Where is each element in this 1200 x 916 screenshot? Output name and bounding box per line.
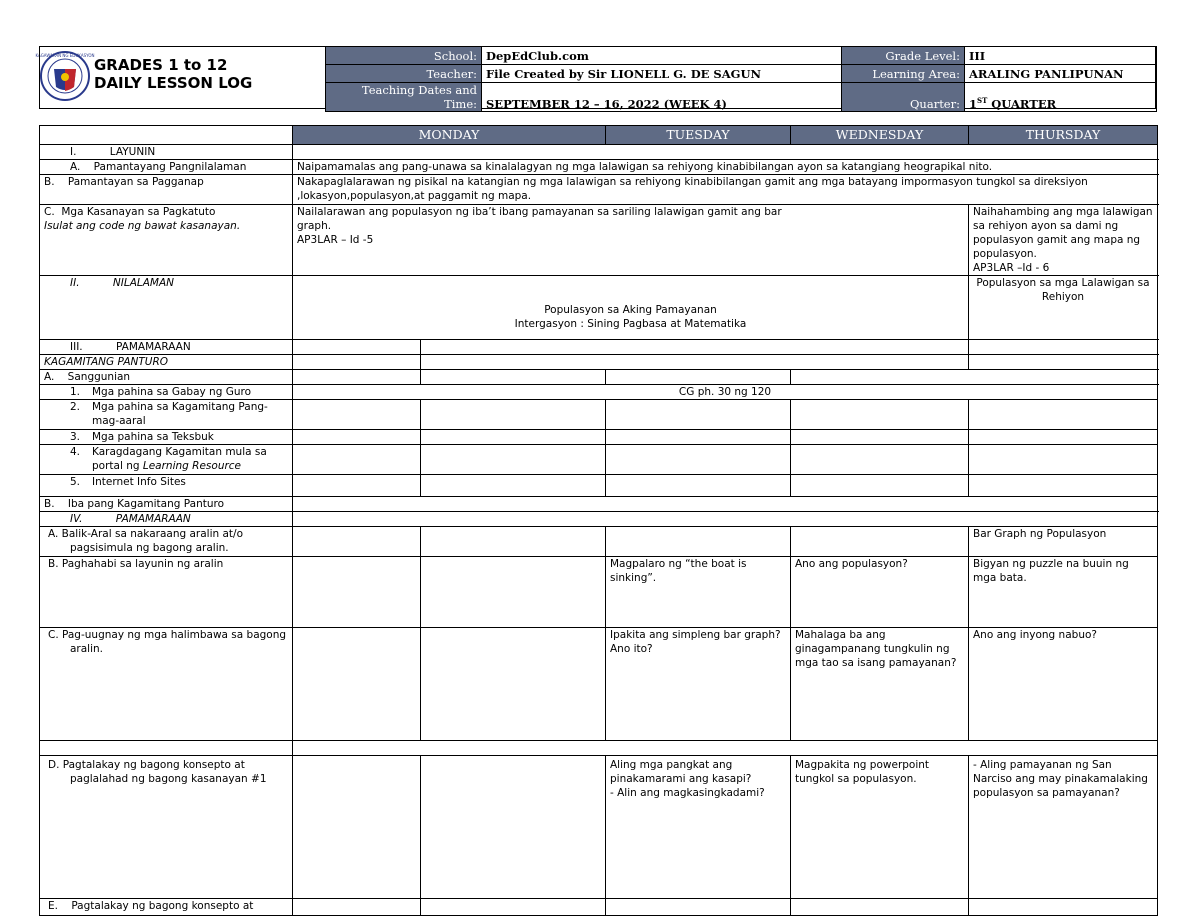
empty-cell [969,400,1158,430]
empty-cell [606,527,791,557]
pagtalakay-1-tuesday-line1: Aling mga pangkat ang pinakamarami ang kasapi? [610,759,752,785]
table-row [40,340,1158,355]
empty-cell [421,557,606,628]
item-number: 2. [70,401,81,413]
pagtalakay-1-tuesday [606,756,791,899]
balik-aral-label: A. Balik-Aral sa nakaraang aralin at/o pagsisimula ng bagong aralin. [40,527,293,557]
empty-cell [293,497,1158,512]
quarter-label: Quarter: [842,83,965,112]
table-row [40,430,1158,445]
empty-cell [791,527,969,557]
empty-cell [421,756,606,899]
table-row [40,445,1158,475]
quarter-text: QUARTER [987,97,1057,111]
empty-cell [606,475,791,497]
pag-uugnay-label: C. Pag-uugnay ng mga halimbawa sa bagong aralin. [40,628,293,741]
kasanayan-label: C. Mga Kasanayan sa Pagkatuto [44,206,216,218]
pag-uugnay-wednesday: Mahalaga ba ang ginagampanang tungkulin ng mga tao sa isang pamayanan? [791,628,969,741]
empty-cell [293,145,1158,160]
quarter-suffix: ST [977,96,988,106]
pagtalakay-1-thursday: - Aling pamayanan ng San Narciso ang may pinakamalaking populasyon sa pamayanan? [969,756,1158,899]
lesson-log-table [39,125,1158,916]
empty-cell [293,527,421,557]
kasanayan-left [293,205,969,276]
empty-cell [40,741,293,756]
learning-area-value: ARALING PANLIPUNAN [965,65,1157,83]
paghahabi-thursday: Bigyan ng puzzle na buuin ng mga bata. [969,557,1158,628]
blank-header-cell [40,126,293,145]
section-pamamaraan-iv: IV. PAMAMARAAN [40,512,293,527]
table-row [40,385,1158,400]
table-row [40,497,1158,512]
pagganap-line2: ,lokasyon,populasyon,at paggamit ng mapa. [297,190,532,202]
table-row [40,557,1158,628]
section-layunin: I. LAYUNIN [40,145,293,160]
empty-cell [791,899,969,916]
empty-cell [293,400,421,430]
item-number: 5. [70,476,81,488]
internet-info-label [40,475,293,497]
empty-cell [293,557,421,628]
day-monday: MONDAY [293,126,606,145]
pagtalakay-1-wednesday: Magpakita ng powerpoint tungkol sa populasyon. [791,756,969,899]
teaching-dates-label [326,83,482,112]
empty-cell [969,430,1158,445]
sanggunian-label: A. Sanggunian [40,370,293,385]
empty-cell [293,370,421,385]
teacher-value: File Created by Sir LIONELL G. DE SAGUN [482,65,842,83]
paghahabi-label: B. Paghahabi sa layunin ng aralin [40,557,293,628]
teaching-dates-value: SEPTEMBER 12 – 16, 2022 (WEEK 4) [482,83,842,112]
table-row [40,628,1158,741]
gabay-guro-label [40,385,293,400]
header-info-table [325,46,1157,112]
table-row [40,527,1158,557]
table-row [40,741,1158,756]
empty-cell [293,355,421,370]
table-row [40,276,1158,340]
paghahabi-wednesday: Ano ang populasyon? [791,557,969,628]
grade-level-value: III [965,47,1157,65]
item-number: 3. [70,431,81,443]
kasanayan-left-line1: Nailalarawan ang populasyon ng iba’t ibang pamayanan sa sariling lalawigan gamit ang bar [297,206,782,218]
empty-cell [421,475,606,497]
empty-cell [421,527,606,557]
nilalaman-right: Populasyon sa mga Lalawigan sa Rehiyon [969,276,1158,340]
table-row [40,899,1158,916]
empty-cell [421,899,606,916]
teaching-dates-label-line1: Teaching Dates and [361,83,477,97]
item-label: Internet Info Sites [92,476,186,488]
grade-level-label: Grade Level: [842,47,965,65]
section-nilalaman: II. NILALAMAN [40,276,293,340]
quarter-number: 1 [969,97,978,111]
empty-cell [791,475,969,497]
empty-cell [293,512,1158,527]
empty-cell [606,370,791,385]
quarter-value [965,83,1157,112]
empty-cell [293,445,421,475]
item-number: 4. [70,446,81,458]
teacher-label: Teacher: [326,65,482,83]
empty-cell [293,741,1158,756]
empty-cell [606,430,791,445]
karagdagang-kagamitan-label [40,445,293,475]
empty-cell [969,340,1158,355]
empty-cell [791,430,969,445]
item-label: Mga pahina sa Gabay ng Guro [92,386,252,398]
pamantayang-pangnilalaman-text: Naipamamalas ang pang-unawa sa kinalalagyan ng mga lalawigan sa rehiyong kinabibilangan ayon sa katangiang heograpikal nito. [293,160,1158,175]
empty-cell [293,430,421,445]
kagamitang-panturo: KAGAMITANG PANTURO [40,355,293,370]
gabay-guro-value: CG ph. 30 ng 120 [293,385,1158,400]
empty-cell [293,475,421,497]
empty-cell [293,628,421,741]
empty-cell [606,899,791,916]
empty-cell [421,628,606,741]
nilalaman-left-line2: Intergasyon : Sining Pagbasa at Matematika [514,317,747,330]
empty-cell [791,400,969,430]
pamantayan-pagganap-label: B. Pamantayan sa Pagganap [40,175,293,205]
pagganap-line1: Nakapaglalarawan ng pisikal na katangian ng mga lalawigan sa rehiyong kinabibilangan gamit ang mga batayang impormasyon tungkol sa direksiyon [297,176,1088,188]
paghahabi-tuesday: Magpalaro ng “the boat is sinking”. [606,557,791,628]
nilalaman-left [293,276,969,340]
pagtalakay-1-label: D. Pagtalakay ng bagong konsepto at paglalahad ng bagong kasanayan #1 [40,756,293,899]
table-row [40,175,1158,205]
pag-uugnay-thursday: Ano ang inyong nabuo? [969,628,1158,741]
table-row [40,370,1158,385]
item-label: Mga pahina sa Kagamitang Pang-mag-aaral [92,401,268,427]
empty-cell [421,400,606,430]
empty-cell [421,355,969,370]
day-wednesday: WEDNESDAY [791,126,969,145]
kasanayan-right-code: AP3LAR –Id - 6 [973,262,1050,274]
kasanayan-label-cell [40,205,293,276]
balik-aral-thursday: Bar Graph ng Populasyon [969,527,1158,557]
table-row [40,400,1158,430]
teaching-dates-label-line2: Time: [444,97,477,111]
empty-cell [969,475,1158,497]
nilalaman-left-line1: Populasyon sa Aking Pamayanan [544,303,717,316]
empty-cell [969,899,1158,916]
table-row [40,205,1158,276]
item-label: Mga pahina sa Teksbuk [92,431,214,443]
section-pamamaraan: III. PAMAMARAAN [40,340,293,355]
kasanayan-right [969,205,1158,276]
empty-cell [293,340,421,355]
table-row [40,160,1158,175]
day-tuesday: TUESDAY [606,126,791,145]
teksbuk-label [40,430,293,445]
empty-cell [969,445,1158,475]
empty-cell [421,445,606,475]
empty-cell [791,370,1158,385]
empty-cell [791,445,969,475]
empty-cell [969,355,1158,370]
title-line-1: GRADES 1 to 12 [94,56,228,74]
pagtalakay-2-label: E. Pagtalakay ng bagong konsepto at [40,899,293,916]
item-label: Karagdagang Kagamitan mula sa portal ng [92,446,267,472]
kasanayan-left-code: AP3LAR – Id -5 [297,234,374,246]
empty-cell [293,899,421,916]
table-row [40,145,1158,160]
pamantayan-pagganap-text [293,175,1158,205]
empty-cell [293,756,421,899]
kasanayan-right-line2: populasyon gamit ang mapa ng populasyon. [973,234,1141,260]
table-row [40,475,1158,497]
learning-area-label: Learning Area: [842,65,965,83]
empty-cell [421,340,969,355]
pamantayang-pangnilalaman-label: A. Pamantayang Pangnilalaman [40,160,293,175]
item-label-italic: Learning Resource [142,460,242,472]
table-row [40,512,1158,527]
empty-cell [606,445,791,475]
kasanayan-sublabel: Isulat ang code ng bawat kasanayan. [44,220,241,232]
days-header-row [40,126,1158,145]
empty-cell [606,400,791,430]
svg-text:KAGAWARAN NG EDUKASYON: KAGAWARAN NG EDUKASYON [35,53,95,58]
kasanayan-left-line2: graph. [297,220,332,232]
school-value: DepEdClub.com [482,47,842,65]
school-label: School: [326,47,482,65]
iba-pang-kagamitan-label: B. Iba pang Kagamitang Panturo [40,497,293,512]
empty-cell [421,430,606,445]
pag-uugnay-tuesday: Ipakita ang simpleng bar graph? Ano ito? [606,628,791,741]
kasanayan-right-line1: Naihahambing ang mga lalawigan sa rehiyon ayon sa dami ng [973,206,1153,232]
item-number: 1. [70,386,81,398]
title-line-2: DAILY LESSON LOG [94,74,253,92]
day-thursday: THURSDAY [969,126,1158,145]
empty-cell [421,370,606,385]
table-row [40,756,1158,899]
kagamitang-pang-mag-aaral-label [40,400,293,430]
pagtalakay-1-tuesday-line2: - Alin ang magkasingkadami? [610,787,765,799]
table-row [40,355,1158,370]
